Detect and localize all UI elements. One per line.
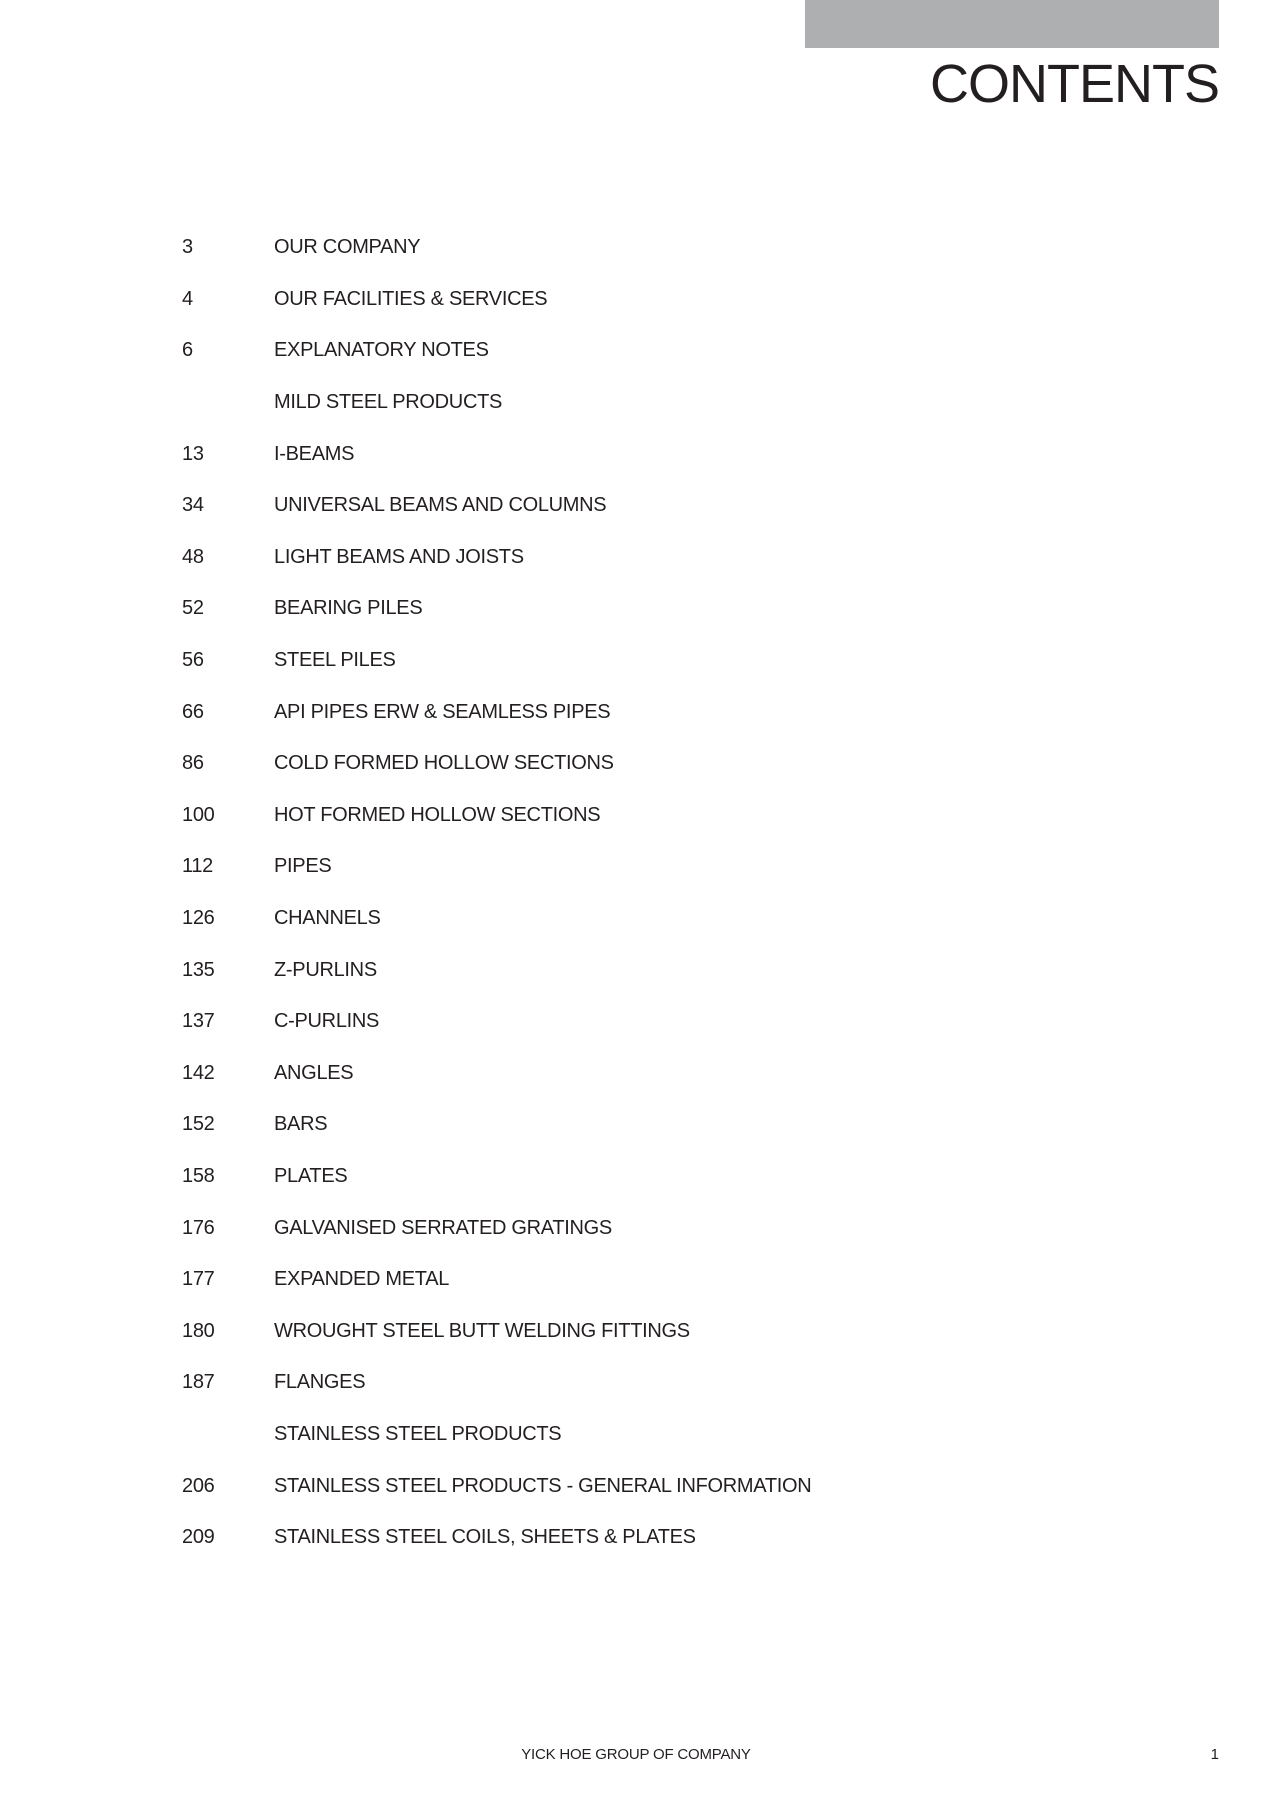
toc-page-number: 34	[182, 494, 204, 517]
toc-page-number: 206	[182, 1474, 215, 1497]
toc-page-number: 187	[182, 1371, 215, 1394]
toc-label: ANGLES	[274, 1061, 354, 1084]
toc-page-number: 135	[182, 958, 215, 981]
toc-entry[interactable]	[182, 841, 1082, 893]
toc-entry[interactable]	[182, 1254, 1082, 1306]
toc-entry[interactable]	[182, 1099, 1082, 1151]
toc-page-number: 52	[182, 597, 204, 620]
toc-label: COLD FORMED HOLLOW SECTIONS	[274, 752, 614, 775]
toc-entry[interactable]	[182, 790, 1082, 842]
toc-label: BARS	[274, 1113, 328, 1136]
toc-label: STAINLESS STEEL PRODUCTS - GENERAL INFORMATION	[274, 1474, 812, 1497]
toc-label: WROUGHT STEEL BUTT WELDING FITTINGS	[274, 1319, 690, 1342]
toc-label: PIPES	[274, 855, 332, 878]
toc-page-number: 180	[182, 1319, 215, 1342]
toc-label: EXPANDED METAL	[274, 1268, 450, 1291]
toc-page-number: 6	[182, 339, 193, 362]
toc-entry[interactable]	[182, 1305, 1082, 1357]
toc-page-number: 152	[182, 1113, 215, 1136]
table-of-contents	[182, 222, 1082, 1563]
toc-label: I-BEAMS	[274, 442, 355, 465]
toc-entry[interactable]	[182, 996, 1082, 1048]
toc-label: FLANGES	[274, 1371, 366, 1394]
toc-label: OUR FACILITIES & SERVICES	[274, 287, 548, 310]
toc-label: STAINLESS STEEL COILS, SHEETS & PLATES	[274, 1526, 696, 1549]
toc-entry[interactable]	[182, 1460, 1082, 1512]
toc-page-number: 176	[182, 1216, 215, 1239]
toc-label: EXPLANATORY NOTES	[274, 339, 489, 362]
toc-entry[interactable]	[182, 274, 1082, 326]
toc-entry[interactable]	[182, 686, 1082, 738]
toc-label: STAINLESS STEEL PRODUCTS	[274, 1422, 562, 1445]
toc-page-number: 13	[182, 442, 204, 465]
toc-page-number: 177	[182, 1268, 215, 1291]
toc-page-number: 3	[182, 236, 193, 259]
toc-page-number: 126	[182, 907, 215, 930]
toc-entry[interactable]	[182, 1409, 1082, 1461]
toc-page-number: 158	[182, 1164, 215, 1187]
footer-page-number: 1	[1210, 1746, 1219, 1763]
toc-entry[interactable]	[182, 635, 1082, 687]
toc-entry[interactable]	[182, 944, 1082, 996]
page-title: CONTENTS	[930, 54, 1219, 114]
toc-entry[interactable]	[182, 738, 1082, 790]
toc-page-number: 66	[182, 700, 204, 723]
toc-entry[interactable]	[182, 222, 1082, 274]
toc-label: OUR COMPANY	[274, 236, 421, 259]
toc-entry[interactable]	[182, 428, 1082, 480]
toc-label: C-PURLINS	[274, 1010, 380, 1033]
toc-entry[interactable]	[182, 1202, 1082, 1254]
toc-entry[interactable]	[182, 1048, 1082, 1100]
toc-label: API PIPES ERW & SEAMLESS PIPES	[274, 700, 611, 723]
toc-label: BEARING PILES	[274, 597, 423, 620]
toc-label: HOT FORMED HOLLOW SECTIONS	[274, 803, 601, 826]
toc-entry[interactable]	[182, 1357, 1082, 1409]
toc-page-number: 112	[182, 855, 213, 878]
toc-page-number: 56	[182, 649, 204, 672]
toc-entry[interactable]	[182, 377, 1082, 429]
toc-page-number: 137	[182, 1010, 215, 1033]
toc-entry[interactable]	[182, 1151, 1082, 1203]
toc-entry[interactable]	[182, 480, 1082, 532]
toc-entry[interactable]	[182, 1512, 1082, 1564]
toc-label: UNIVERSAL BEAMS AND COLUMNS	[274, 494, 607, 517]
toc-entry[interactable]	[182, 583, 1082, 635]
toc-label: GALVANISED SERRATED GRATINGS	[274, 1216, 612, 1239]
toc-label: MILD STEEL PRODUCTS	[274, 391, 503, 414]
toc-entry[interactable]	[182, 325, 1082, 377]
toc-label: LIGHT BEAMS AND JOISTS	[274, 545, 524, 568]
footer-company: YICK HOE GROUP OF COMPANY	[521, 1746, 751, 1763]
toc-label: STEEL PILES	[274, 649, 396, 672]
toc-label: Z-PURLINS	[274, 958, 377, 981]
toc-page-number: 142	[182, 1061, 215, 1084]
toc-label: PLATES	[274, 1164, 348, 1187]
toc-page-number: 86	[182, 752, 204, 775]
toc-page-number: 100	[182, 803, 215, 826]
toc-page-number: 209	[182, 1526, 215, 1549]
toc-label: CHANNELS	[274, 907, 381, 930]
header-bar	[805, 0, 1219, 48]
toc-entry[interactable]	[182, 893, 1082, 945]
toc-page-number: 4	[182, 287, 193, 310]
toc-page-number: 48	[182, 545, 204, 568]
toc-entry[interactable]	[182, 532, 1082, 584]
